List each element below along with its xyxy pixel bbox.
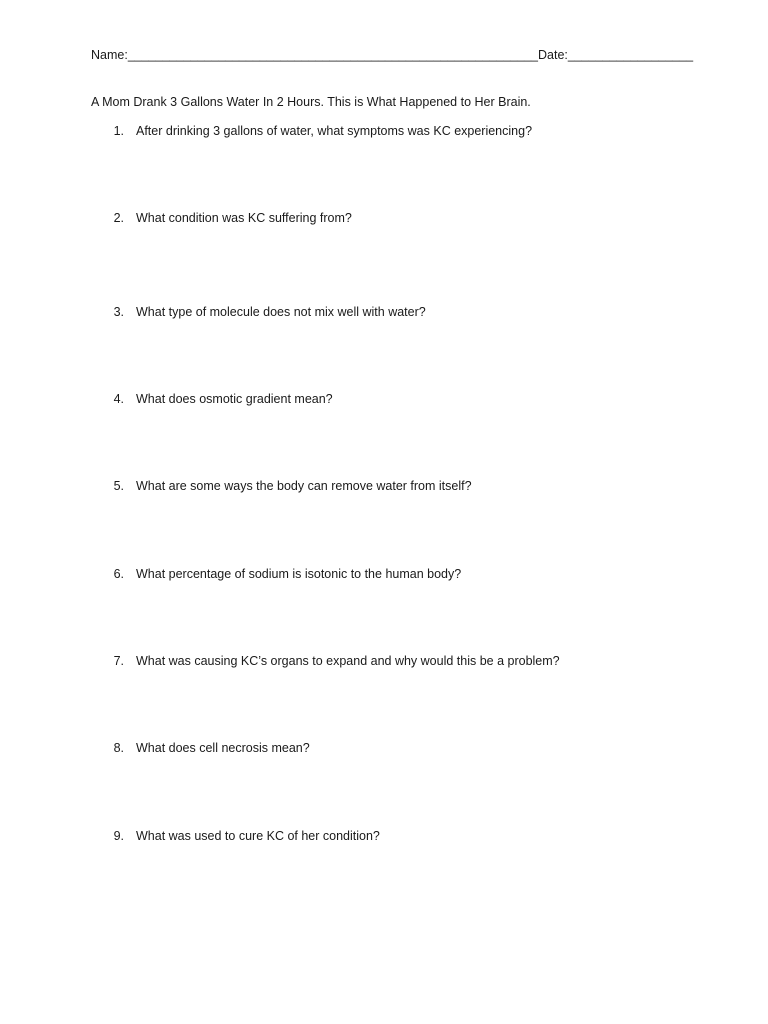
question-number: 6. — [113, 567, 124, 581]
question-text: What are some ways the body can remove water from itself? — [136, 479, 472, 493]
date-blank: __________________ — [567, 48, 694, 62]
name-blank: ___________________________________________________________ — [127, 48, 538, 62]
question-number: 1. — [113, 124, 124, 138]
question-number: 5. — [113, 479, 124, 493]
question-text: What does cell necrosis mean? — [136, 741, 310, 755]
question-text: What does osmotic gradient mean? — [136, 392, 333, 406]
name-label: Name: — [91, 48, 128, 62]
question-number: 2. — [113, 211, 124, 225]
question-number: 9. — [113, 829, 124, 843]
question-text: What condition was KC suffering from? — [136, 211, 352, 225]
question-text: What was causing KC’s organs to expand and why would this be a problem? — [136, 654, 560, 668]
question-number: 3. — [113, 305, 124, 319]
question-number: 8. — [113, 741, 124, 755]
question-number: 7. — [113, 654, 124, 668]
question-text: What type of molecule does not mix well with water? — [136, 305, 426, 319]
question-text: What percentage of sodium is isotonic to the human body? — [136, 567, 462, 581]
question-text: What was used to cure KC of her condition? — [136, 829, 380, 843]
header-line — [91, 47, 694, 63]
question-text: After drinking 3 gallons of water, what symptoms was KC experiencing? — [136, 124, 533, 138]
question-number: 4. — [113, 392, 124, 406]
worksheet-title: A Mom Drank 3 Gallons Water In 2 Hours. This is What Happened to Her Brain. — [91, 95, 531, 109]
date-label: Date: — [538, 48, 568, 62]
